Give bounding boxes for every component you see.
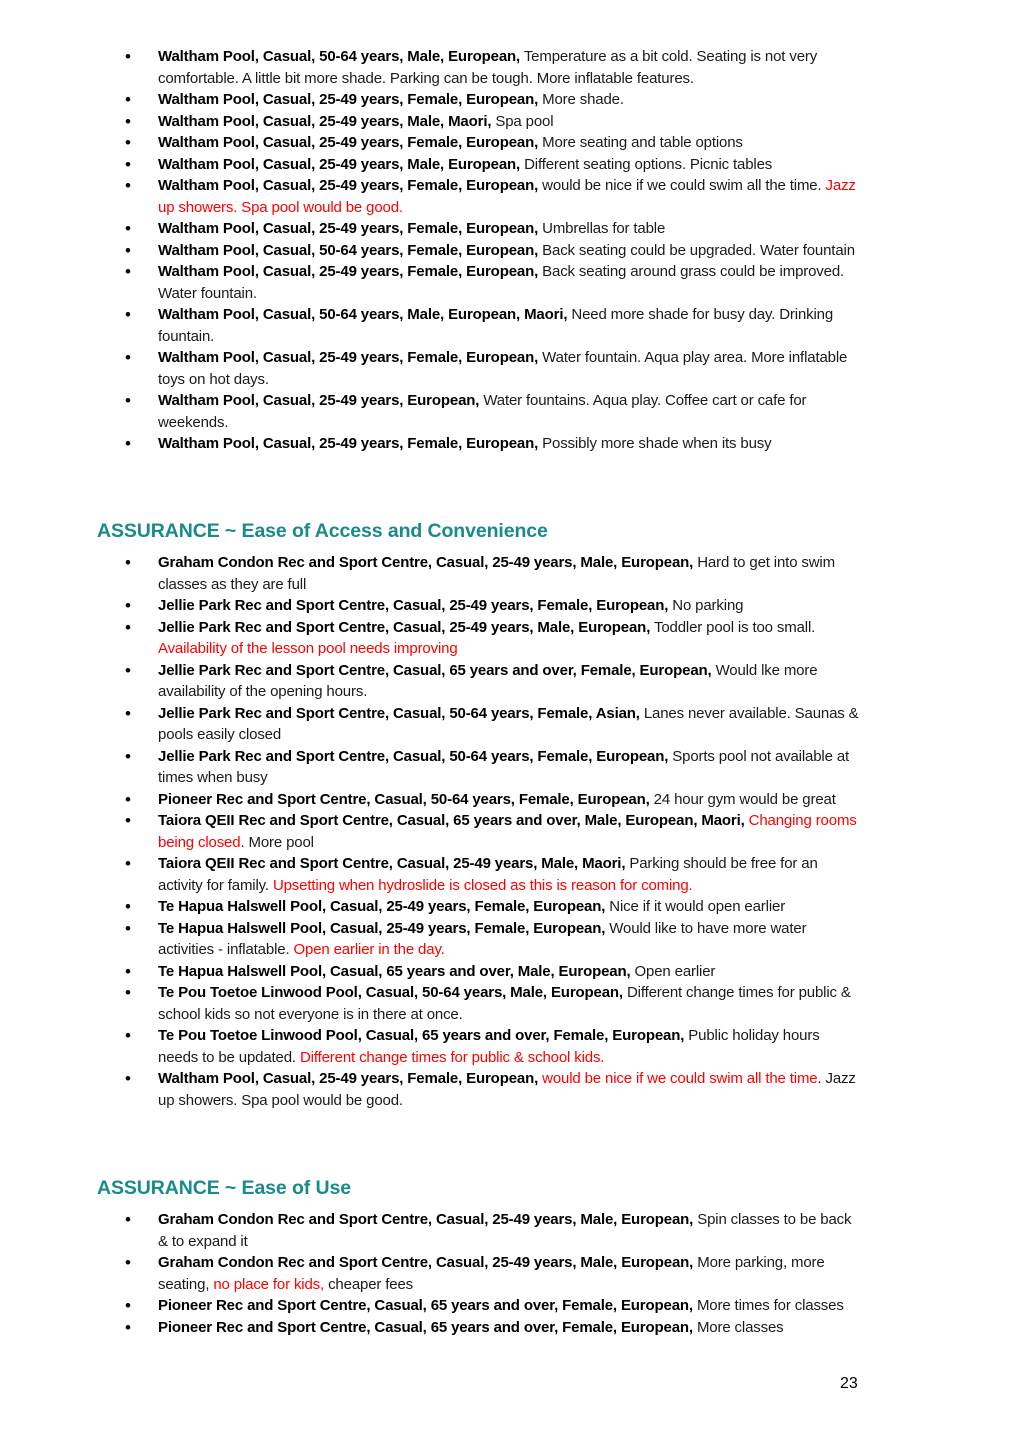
respondent-info: Jellie Park Rec and Sport Centre, Casual, 65 years and over, Female, European, <box>158 661 712 679</box>
comment-text: Spa pool <box>491 112 554 130</box>
respondent-info: Graham Condon Rec and Sport Centre, Casual, 25-49 years, Male, European, <box>158 554 694 571</box>
highlighted-comment: Different change times for public & school kids. <box>299 1048 605 1066</box>
comment-tail: . Jazz up showers. Spa pool would be good. <box>158 1070 856 1109</box>
respondent-info: Waltham Pool, Casual, 25-49 years, Male, European, <box>158 155 521 173</box>
respondent-info: Waltham Pool, Casual, 25-49 years, Female, European, <box>158 263 539 280</box>
comment-tail: cheaper fees <box>324 1275 414 1293</box>
comment-text: Would lke more availability of the opening hours. <box>158 661 818 700</box>
comment-text: More times for classes <box>692 1297 844 1314</box>
respondent-info: Graham Condon Rec and Sport Centre, Casual, 25-49 years, Male, European, <box>158 1254 694 1271</box>
respondent-info: Waltham Pool, Casual, 25-49 years, European, <box>158 392 480 409</box>
respondent-info: Waltham Pool, Casual, 25-49 years, Female, European, <box>158 91 539 108</box>
list-item <box>122 595 862 617</box>
comment-text: Open earlier <box>630 962 716 980</box>
highlighted-comment: Open earlier in the day. <box>293 941 445 958</box>
list-item <box>122 304 862 347</box>
respondent-info: Jellie Park Rec and Sport Centre, Casual, 25-49 years, Female, European, <box>158 597 669 614</box>
respondent-info: Te Hapua Halswell Pool, Casual, 25-49 years, Female, European, <box>158 919 606 937</box>
highlighted-comment: Jazz up showers. Spa pool would be good. <box>158 177 856 216</box>
list-item <box>122 89 862 111</box>
list-item <box>122 982 862 1025</box>
comment-text: Possibly more shade when its busy <box>538 435 772 452</box>
list-item <box>122 896 862 918</box>
feedback-list-access-convenience <box>122 552 862 1111</box>
respondent-info: Pioneer Rec and Sport Centre, Casual, 65 years and over, Female, European, <box>158 1297 693 1314</box>
comment-text: Water fountain. Aqua play area. More inflatable toys on hot days. <box>158 349 848 388</box>
section-title-access: ASSURANCE ~ Ease of Access and Convenience <box>97 520 548 542</box>
respondent-info: Waltham Pool, Casual, 50-64 years, Male, European, Maori, <box>158 306 568 323</box>
comment-text: Temperature as a bit cold. Seating is not very comfortable. A little bit more shade. Parking can be tough. More inflatable features. <box>158 48 818 87</box>
comment-text: Spin classes to be back & to expand it <box>158 1211 852 1250</box>
page-number: 23 <box>840 1375 858 1392</box>
comment-text: Different seating options. Picnic tables <box>520 155 773 173</box>
respondent-info: Te Hapua Halswell Pool, Casual, 25-49 years, Female, European, <box>158 898 606 915</box>
comment-text: Umbrellas for table <box>538 220 666 237</box>
respondent-info: Graham Condon Rec and Sport Centre, Casual, 25-49 years, Male, European, <box>158 1211 694 1228</box>
comment-text: Toddler pool is too small. <box>650 618 816 636</box>
respondent-info: Waltham Pool, Casual, 25-49 years, Female, European, <box>158 435 539 452</box>
comment-text: Public holiday hours needs to be updated. <box>158 1027 820 1066</box>
list-item <box>122 390 862 433</box>
comment-text: Lanes never available. Saunas & pools easily closed <box>158 704 859 743</box>
respondent-info: Taiora QEII Rec and Sport Centre, Casual, 65 years and over, Male, European, Maori, <box>158 812 745 829</box>
respondent-info: Waltham Pool, Casual, 25-49 years, Female, European, <box>158 177 539 194</box>
respondent-info: Taiora QEII Rec and Sport Centre, Casual, 25-49 years, Male, Maori, <box>158 855 626 872</box>
list-item <box>122 552 862 595</box>
list-item <box>122 175 862 218</box>
list-item <box>122 433 862 455</box>
list-item <box>122 218 862 240</box>
list-item <box>122 261 862 304</box>
comment-text: Water fountains. Aqua play. Coffee cart or cafe for weekends. <box>158 392 807 431</box>
list-item <box>122 111 862 133</box>
list-item <box>122 853 862 896</box>
list-item <box>122 1317 862 1339</box>
section-title-ease-of-use: ASSURANCE ~ Ease of Use <box>97 1177 351 1199</box>
highlighted-comment: Availability of the lesson pool needs improving <box>158 640 458 657</box>
comment-text: More seating and table options <box>538 134 743 151</box>
comment-text: Need more shade for busy day. Drinking fountain. <box>158 306 834 345</box>
comment-text: More parking, more seating, <box>158 1254 825 1293</box>
respondent-info: Pioneer Rec and Sport Centre, Casual, 50-64 years, Female, European, <box>158 790 650 808</box>
comment-tail: . More pool <box>240 833 314 851</box>
respondent-info: Waltham Pool, Casual, 50-64 years, Male, European, <box>158 48 521 65</box>
comment-text: Different change times for public & school kids so not everyone is in there at once. <box>158 984 851 1023</box>
list-item <box>122 703 862 746</box>
list-item <box>122 1295 862 1317</box>
list-item <box>122 746 862 789</box>
highlighted-comment: would be nice if we could swim all the time <box>542 1070 818 1087</box>
list-item <box>122 789 862 811</box>
comment-text: Nice if it would open earlier <box>605 898 786 915</box>
list-item <box>122 660 862 703</box>
respondent-info: Te Hapua Halswell Pool, Casual, 65 years and over, Male, European, <box>158 962 631 980</box>
list-item <box>122 347 862 390</box>
respondent-info: Jellie Park Rec and Sport Centre, Casual, 50-64 years, Female, Asian, <box>158 704 640 722</box>
list-item <box>122 1209 862 1252</box>
comment-text: Back seating around grass could be improved. Water fountain. <box>158 263 845 302</box>
list-item <box>122 154 862 176</box>
respondent-info: Te Pou Toetoe Linwood Pool, Casual, 50-64 years, Male, European, <box>158 984 623 1001</box>
comment-text: More classes <box>692 1318 784 1336</box>
list-item <box>122 46 862 89</box>
comment-text: 24 hour gym would be great <box>649 790 836 808</box>
respondent-info: Te Pou Toetoe Linwood Pool, Casual, 65 years and over, Female, European, <box>158 1027 685 1044</box>
list-item <box>122 1252 862 1295</box>
highlighted-comment: no place for kids, <box>213 1275 325 1293</box>
comment-text: Would like to have more water activities - inflatable. <box>158 919 807 958</box>
respondent-info: Jellie Park Rec and Sport Centre, Casual, 50-64 years, Female, European, <box>158 747 669 765</box>
highlighted-comment: Changing rooms being closed <box>158 812 857 851</box>
list-item <box>122 810 862 853</box>
list-item <box>122 918 862 961</box>
comment-text: More shade. <box>538 91 624 108</box>
list-item <box>122 961 862 983</box>
respondent-info: Waltham Pool, Casual, 25-49 years, Female, European, <box>158 134 539 151</box>
respondent-info: Waltham Pool, Casual, 25-49 years, Female, European, <box>158 220 539 237</box>
feedback-list-ease-of-use <box>122 1209 862 1338</box>
respondent-info: Pioneer Rec and Sport Centre, Casual, 65 years and over, Female, European, <box>158 1318 693 1336</box>
respondent-info: Waltham Pool, Casual, 50-64 years, Female, European, <box>158 241 539 259</box>
comment-text: No parking <box>668 597 744 614</box>
list-item <box>122 1025 862 1068</box>
list-item <box>122 240 862 262</box>
comment-text: Sports pool not available at times when busy <box>158 747 850 786</box>
list-item <box>122 1068 862 1111</box>
comment-text: Back seating could be upgraded. Water fountain <box>538 241 855 259</box>
list-item <box>122 132 862 154</box>
highlighted-comment: Upsetting when hydroslide is closed as this is reason for coming. <box>272 876 693 894</box>
respondent-info: Waltham Pool, Casual, 25-49 years, Female, European, <box>158 349 539 366</box>
respondent-info: Jellie Park Rec and Sport Centre, Casual, 25-49 years, Male, European, <box>158 618 651 636</box>
comment-text: Parking should be free for an activity for family. <box>158 855 818 894</box>
feedback-list-waltham <box>122 46 862 455</box>
respondent-info: Waltham Pool, Casual, 25-49 years, Male, Maori, <box>158 112 492 130</box>
respondent-info: Waltham Pool, Casual, 25-49 years, Female, European, <box>158 1070 539 1087</box>
comment-text: Hard to get into swim classes as they are full <box>158 554 835 593</box>
list-item <box>122 617 862 660</box>
comment-text: would be nice if we could swim all the time. <box>538 177 826 194</box>
